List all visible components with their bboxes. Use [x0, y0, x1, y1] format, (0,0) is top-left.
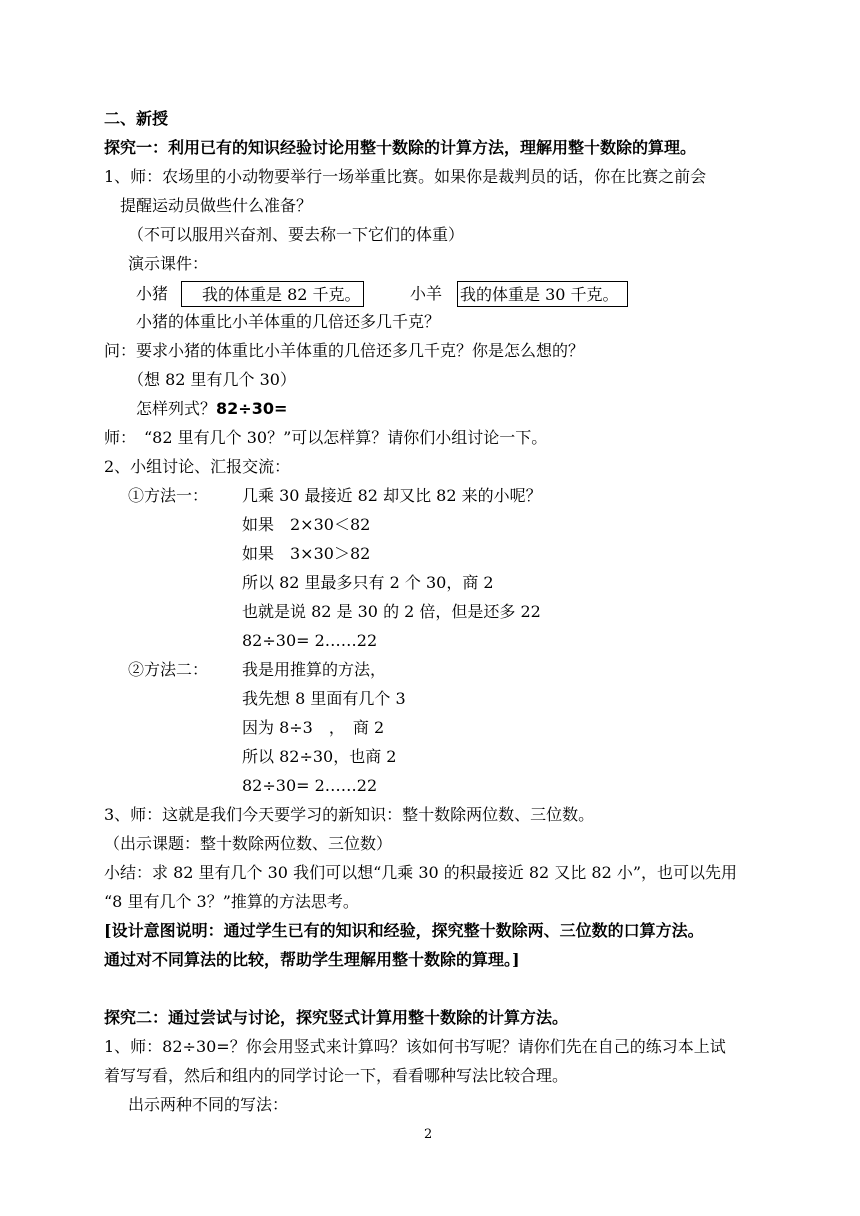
pig-speech-box: 我的体重是 82 千克。: [181, 281, 364, 307]
method1-step: 几乘 30 最接近 82 却又比 82 来的小呢？: [242, 486, 542, 505]
explore2-title: 探究二：通过尝试与讨论，探究竖式计算用整十数除的计算方法。: [104, 1008, 569, 1027]
question-line: 小猪的体重比小羊体重的几倍还多几千克？: [136, 312, 441, 331]
sheep-label: 小羊: [410, 284, 443, 303]
formula: 82÷30=: [216, 399, 288, 418]
paragraph-line: 2、小组讨论、汇报交流：: [104, 457, 291, 476]
method2-step: 82÷30= 2……22: [242, 776, 378, 795]
method2-step: 因为 8÷3 ， 商 2: [242, 718, 385, 737]
method1-step: 如果 2×30＜82: [242, 515, 371, 534]
summary-line: 小结：求 82 里有几个 30 我们可以想“几乘 30 的积最接近 82 又比 82 小”，也可以先用: [104, 863, 738, 882]
paragraph-line: 着写写看，然后和组内的同学讨论一下，看看哪种写法比较合理。: [104, 1066, 569, 1085]
design-note-line: [设计意图说明：通过学生已有的知识和经验，探究整十数除两、三位数的口算方法。: [104, 921, 704, 940]
paragraph-line: 3、师：这就是我们今天要学习的新知识：整十数除两位数、三位数。: [104, 805, 595, 824]
method2-label: ②方法二：: [128, 660, 209, 679]
paragraph-line: 出示两种不同的写法：: [128, 1095, 289, 1114]
method1-label: ①方法一：: [128, 486, 209, 505]
pig-label: 小猪: [136, 284, 169, 303]
section-title: 二、新授: [104, 109, 169, 128]
ask-line: 问：要求小猪的体重比小羊体重的几倍还多几千克？你是怎么想的？: [104, 341, 585, 360]
think-line: （想 82 里有几个 30）: [128, 370, 296, 389]
method1-step: 也就是说 82 是 30 的 2 倍，但是还多 22: [242, 602, 541, 621]
demo-label: 演示课件：: [128, 254, 209, 273]
paragraph-line: 1、师：农场里的小动物要举行一场举重比赛。如果你是裁判员的话，你在比赛之前会: [104, 167, 707, 186]
page-number: 2: [424, 1127, 433, 1142]
formula-line: [136, 398, 287, 420]
paragraph-line: 1、师：82÷30=？你会用竖式来计算吗？该如何书写呢？请你们先在自己的练习本上试: [104, 1037, 726, 1056]
method2-step: 我先想 8 里面有几个 3: [242, 689, 406, 708]
method1-step: 82÷30= 2……22: [242, 631, 378, 650]
summary-line: “8 里有几个 3？”推算的方法思考。: [104, 892, 359, 911]
method2-step: 我是用推算的方法，: [242, 660, 387, 679]
explore1-title: 探究一：利用已有的知识经验讨论用整十数除的计算方法，理解用整十数除的算理。: [104, 138, 697, 157]
teacher-line: 师： “82 里有几个 30？”可以怎样算？请你们小组讨论一下。: [104, 428, 548, 447]
formula-label: 怎样列式？: [136, 399, 217, 418]
paragraph-note: （不可以服用兴奋剂、要去称一下它们的体重）: [128, 225, 465, 244]
paragraph-line: 提醒运动员做些什么准备？: [120, 196, 313, 215]
design-note-line: 通过对不同算法的比较，帮助学生理解用整十数除的算理。]: [104, 950, 520, 969]
sheep-speech-box: 我的体重是 30 千克。: [457, 281, 628, 307]
paragraph-note: （出示课题：整十数除两位数、三位数）: [104, 834, 393, 853]
method2-step: 所以 82÷30，也商 2: [242, 747, 397, 766]
method1-step: 如果 3×30＞82: [242, 544, 371, 563]
method1-step: 所以 82 里最多只有 2 个 30，商 2: [242, 573, 494, 592]
